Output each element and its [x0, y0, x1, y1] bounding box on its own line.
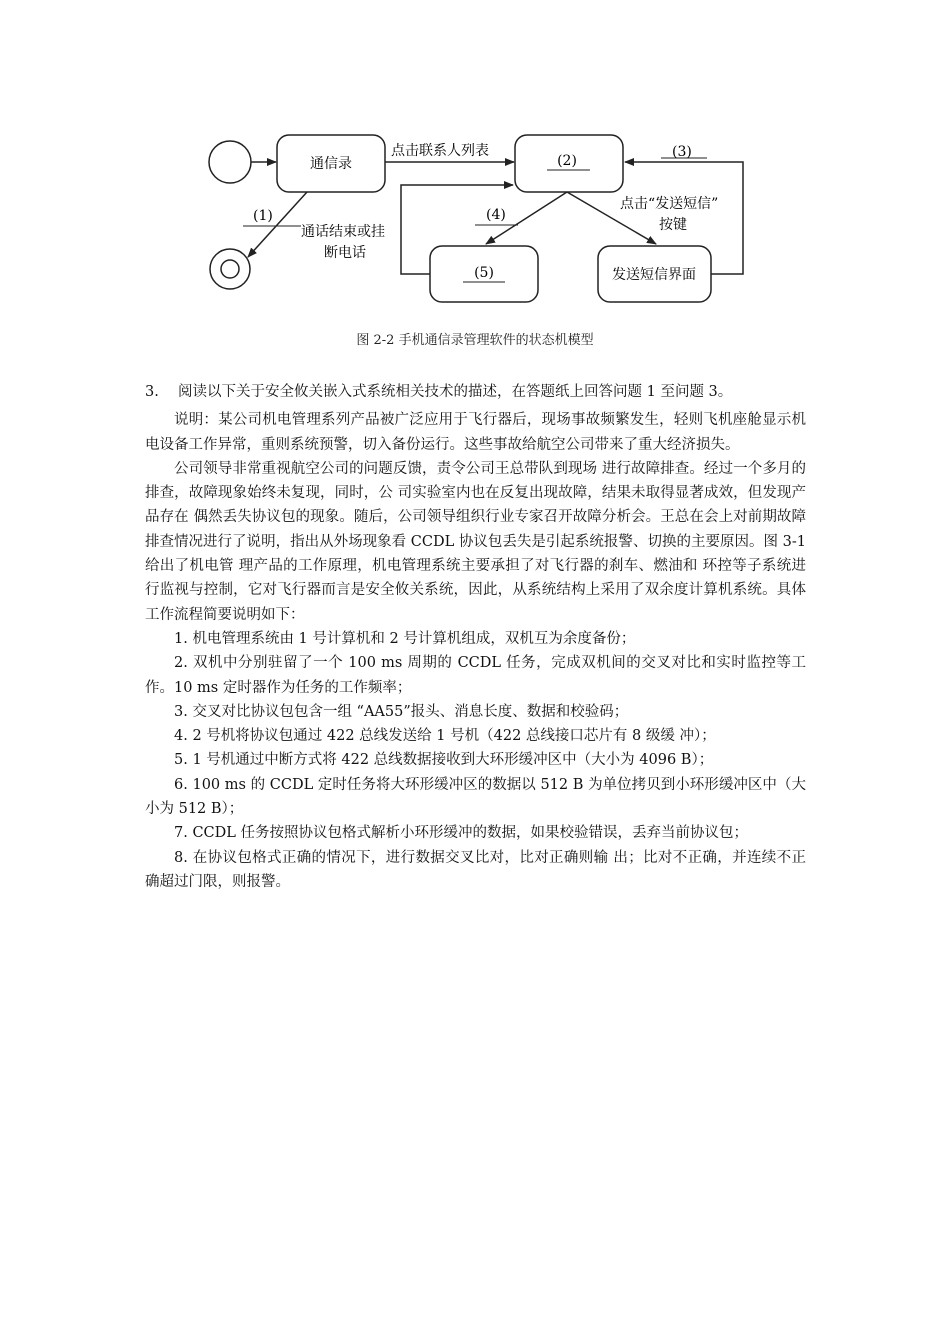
initial-state: [209, 141, 251, 183]
paragraph-description: 说明：某公司机电管理系列产品被广泛应用于飞行器后，现场事故频繁发生，轻则飞机座舱显示机电设备工作异常，重则系统预警，切入备份运行。这些事故给航空公司带来了重大经济损失。: [145, 412, 806, 453]
node-state-5-label: (5): [474, 265, 494, 281]
list-item-2: 2. 双机中分别驻留了一个 100 ms 周期的 CCDL 任务，完成双机间的交叉对比和实时监控等工作。10 ms 定时器作为任务的工作频率；: [145, 655, 806, 696]
question-heading: [145, 380, 806, 404]
paragraph-background: 公司领导非常重视航空公司的问题反馈，责令公司王总带队到现场 进行故障排查。经过一个多月的排查，故障现象始终未复现，同时，公 司实验室内也在反复出现故障，结果未取得显著成效，但发现产品存在 偶然丢失协议包的现象。随后，公司领导组织行业专家召开故障分析会。王总在会上对前期故障排查情况进行了说明，指出从外场现象看 CCDL 协议包丢失是引起系统报警、切换的主要原因。图 3-1 给出了机电管 理产品的工作原理，机电管理系统主要承担了对飞行器的刹车、燃油和 环控等子系统进行监视与控制，它对飞行器而言是安全攸关系统，因此，从系统结构上采用了双余度计算机系统。具体工作流程简要说明如下：: [145, 460, 806, 623]
label-call-end-1: 通话结束或挂: [301, 224, 385, 240]
label-click-send-1: 点击“发送短信”: [620, 196, 719, 212]
question-number: 3.: [145, 384, 159, 400]
arrow-state5-to-state2: [401, 185, 513, 274]
final-state: [210, 249, 250, 289]
label-click-contact-list: 点击联系人列表: [391, 143, 489, 159]
label-3: (3): [672, 144, 692, 160]
question-text: 阅读以下关于安全攸关嵌入式系统相关技术的描述，在答题纸上回答问题 1 至问题 3。: [178, 384, 733, 400]
list-item-8: 8. 在协议包格式正确的情况下，进行数据交叉比对，比对正确则输 出；比对不正确，并连续不正确超过门限，则报警。: [145, 849, 806, 890]
list-item-7: 7. CCDL 任务按照协议包格式解析小环形缓冲的数据，如果校验错误，丢弃当前协议包；: [174, 825, 748, 842]
document-body: [145, 380, 806, 894]
node-state-2-label: (2): [557, 153, 577, 169]
arrow-contacts-to-final: [248, 192, 307, 257]
state-machine-diagram: [195, 125, 775, 315]
list-item-3: 3. 交叉对比协议包包含一组 “AA55”报头、消息长度、数据和校验码；: [174, 703, 629, 720]
label-click-send-2: 按键: [659, 217, 687, 233]
node-sms-screen-label: 发送短信界面: [612, 267, 696, 283]
label-call-end-2: 断电话: [324, 245, 366, 261]
label-4: (4): [486, 207, 506, 223]
figure-caption: 图 2-2 手机通信录管理软件的状态机模型: [356, 333, 594, 348]
label-1: (1): [253, 208, 273, 224]
node-contacts-label: 通信录: [310, 156, 352, 172]
list-item-4: 4. 2 号机将协议包通过 422 总线发送给 1 号机（422 总线接口芯片有 8 级缓 冲）；: [174, 728, 716, 745]
list-item-6: 6. 100 ms 的 CCDL 定时任务将大环形缓冲区的数据以 512 B 为单位拷贝到小环形缓冲区中（大小为 512 B）；: [145, 776, 806, 818]
list-item-1: 1. 机电管理系统由 1 号计算机和 2 号计算机组成，双机互为余度备份；: [174, 630, 636, 647]
list-item-5: 5. 1 号机通过中断方式将 422 总线数据接收到大环形缓冲区中（大小为 4096 B）；: [174, 752, 714, 769]
